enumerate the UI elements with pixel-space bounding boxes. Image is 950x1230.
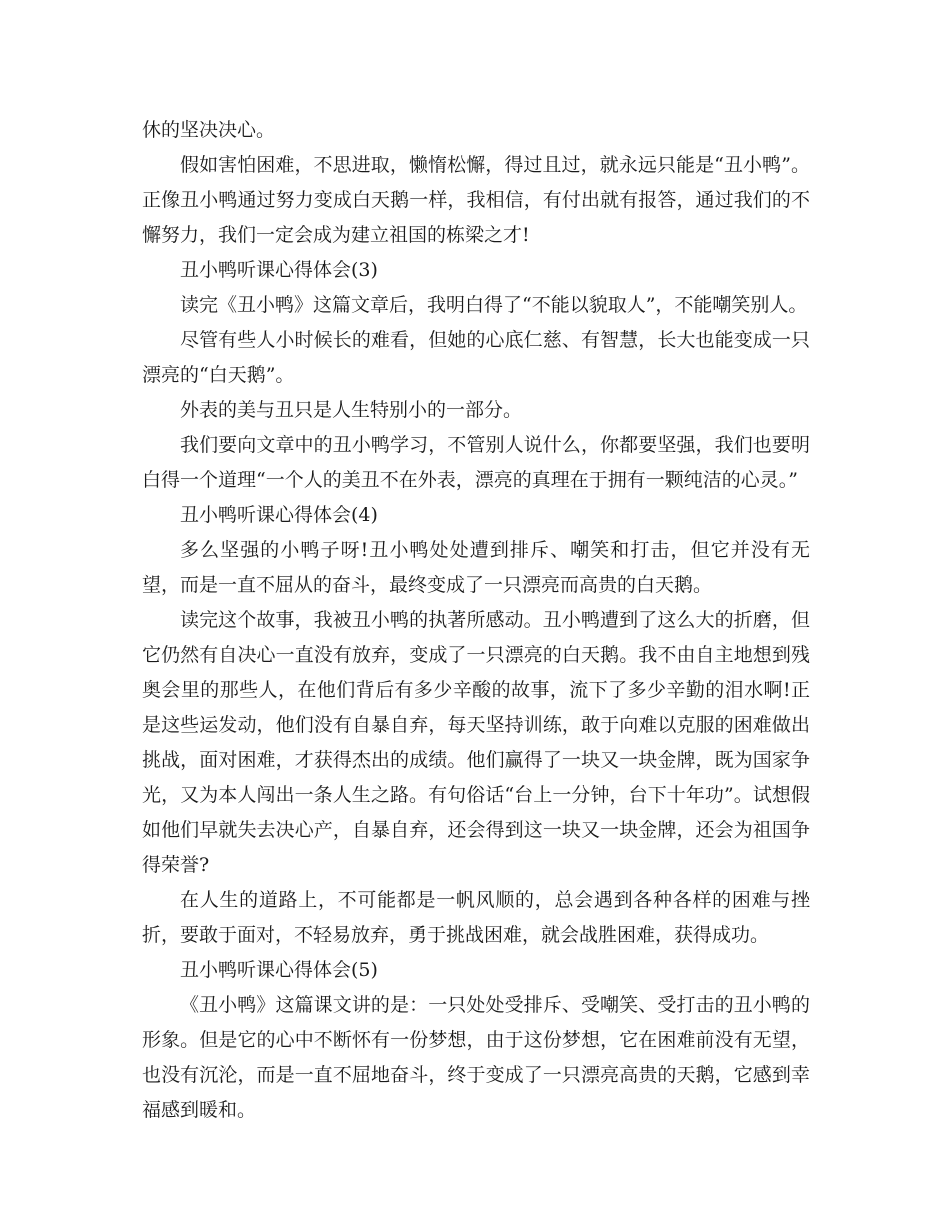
section-heading-3: 丑小鸭听课心得体会(3) xyxy=(180,259,378,281)
paragraph: 读完《丑小鸭》这篇文章后，我明白得了“不能以貌取人”，不能嘲笑别人。 xyxy=(180,294,808,316)
paragraph: 读完这个故事，我被丑小鸭的执著所感动。丑小鸭遭到了这么大的折磨，但它仍然有自决心一直没有放弃，变成了一只漂亮的白天鹅。我不由自主地想到残奥会里的那些人，在他们背后有多少辛酸的故事，流下了多少辛勤的泪水啊!正是这些运发动，他们没有自暴自弃，每天坚持训练，敢于向难以克服的困难做出挑战，面对困难，才获得杰出的成绩。他们赢得了一块又一块金牌，既为国家争光，又为本人闯出一条人生之路。有句俗话“台上一分钟，台下十年功”。试想假如他们早就失去决心产，自暴自弃，还会得到这一块又一块金牌，还会为祖国争得荣誉? xyxy=(142,609,810,876)
paragraph: 我们要向文章中的丑小鸭学习，不管别人说什么，你都要坚强，我们也要明白得一个道理“一个人的美丑不在外表，漂亮的真理在于拥有一颗纯洁的心灵。” xyxy=(142,434,810,491)
paragraph: 假如害怕困难，不思进取，懒惰松懈，得过且过，就永远只能是“丑小鸭”。正像丑小鸭通过努力变成白天鹅一样，我相信，有付出就有报答，通过我们的不懈努力，我们一定会成为建立祖国的栋梁之才! xyxy=(142,154,810,246)
section-heading-5: 丑小鸭听课心得体会(5) xyxy=(180,959,378,981)
section-heading-4: 丑小鸭听课心得体会(4) xyxy=(180,504,378,526)
paragraph: 尽管有些人小时候长的难看，但她的心底仁慈、有智慧，长大也能变成一只漂亮的“白天鹅”。 xyxy=(142,329,810,386)
document-body xyxy=(142,113,810,1128)
paragraph-continuation: 休的坚决决心。 xyxy=(142,119,276,141)
paragraph: 多么坚强的小鸭子呀!丑小鸭处处遭到排斥、嘲笑和打击，但它并没有无望，而是一直不屈从的奋斗，最终变成了一只漂亮而高贵的白天鹅。 xyxy=(142,539,810,596)
paragraph: 在人生的道路上，不可能都是一帆风顺的，总会遇到各种各样的困难与挫折，要敢于面对，不轻易放弃，勇于挑战困难，就会战胜困难，获得成功。 xyxy=(142,889,810,946)
paragraph: 《丑小鸭》这篇课文讲的是：一只处处受排斥、受嘲笑、受打击的丑小鸭的形象。但是它的心中不断怀有一份梦想，由于这份梦想，它在困难前没有无望，也没有沉沦，而是一直不屈地奋斗，终于变成了一只漂亮高贵的天鹅，它感到幸福感到暖和。 xyxy=(142,994,810,1121)
paragraph: 外表的美与丑只是人生特别小的一部分。 xyxy=(180,399,523,421)
